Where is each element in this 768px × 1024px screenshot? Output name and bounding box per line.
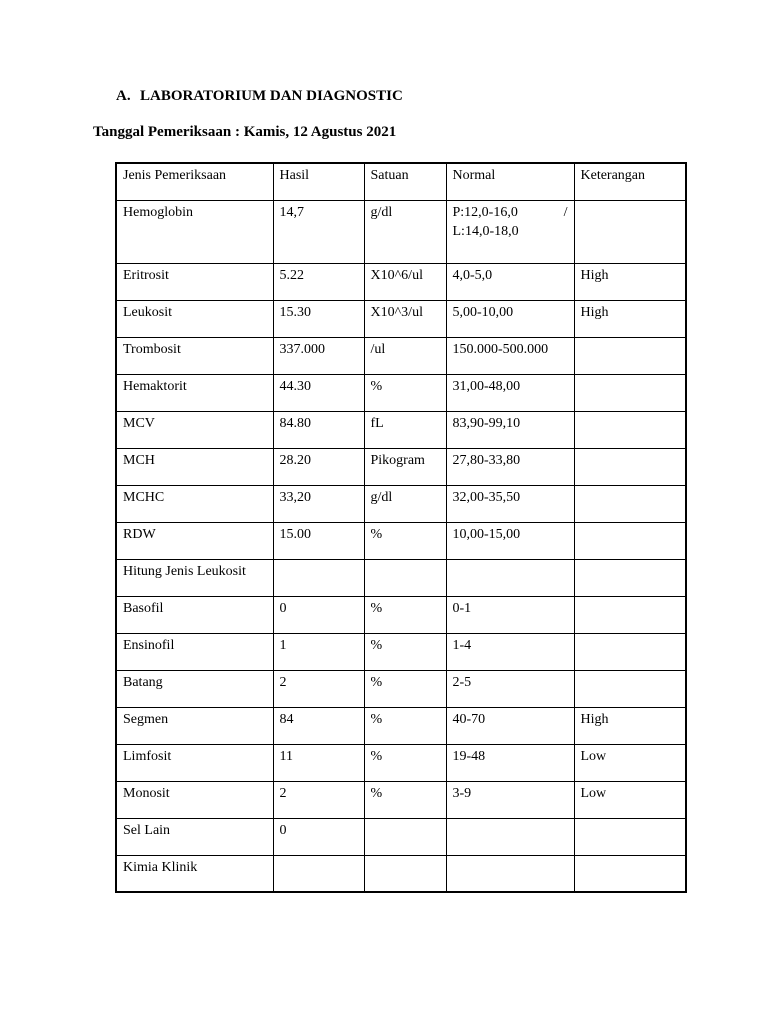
- section-heading: [116, 88, 403, 105]
- normal-separator: /: [563, 204, 568, 220]
- cell-normal: [446, 855, 574, 892]
- cell-unit: X10^6/ul: [364, 263, 446, 300]
- cell-test: Batang: [116, 670, 273, 707]
- table-row: [116, 707, 686, 744]
- cell-result: 337.000: [273, 337, 364, 374]
- cell-test: Hemaktorit: [116, 374, 273, 411]
- cell-normal: 1-4: [446, 633, 574, 670]
- table-row: [116, 300, 686, 337]
- cell-unit: [364, 855, 446, 892]
- table-row: [116, 522, 686, 559]
- cell-result: 14,7: [273, 200, 364, 263]
- cell-result: 11: [273, 744, 364, 781]
- cell-normal: [446, 559, 574, 596]
- cell-test: MCV: [116, 411, 273, 448]
- cell-remark: Low: [574, 744, 686, 781]
- cell-unit: g/dl: [364, 200, 446, 263]
- cell-test: Trombosit: [116, 337, 273, 374]
- header-normal: Normal: [446, 163, 574, 200]
- cell-remark: [574, 337, 686, 374]
- cell-test: MCHC: [116, 485, 273, 522]
- table-row: [116, 781, 686, 818]
- cell-test: Monosit: [116, 781, 273, 818]
- cell-normal: 4,0-5,0: [446, 263, 574, 300]
- cell-test: Eritrosit: [116, 263, 273, 300]
- cell-unit: %: [364, 596, 446, 633]
- cell-test: Hitung Jenis Leukosit: [116, 559, 273, 596]
- cell-remark: High: [574, 707, 686, 744]
- exam-date: Tanggal Pemeriksaan : Kamis, 12 Agustus 2021: [93, 124, 397, 140]
- table-row: [116, 633, 686, 670]
- cell-result: 44.30: [273, 374, 364, 411]
- header-satuan: Satuan: [364, 163, 446, 200]
- cell-normal: [446, 200, 574, 263]
- normal-female: P:12,0-16,0: [452, 204, 518, 220]
- cell-normal: 19-48: [446, 744, 574, 781]
- header-jenis-pemeriksaan: Jenis Pemeriksaan: [116, 163, 273, 200]
- cell-normal: 3-9: [446, 781, 574, 818]
- cell-unit: [364, 559, 446, 596]
- cell-result: [273, 559, 364, 596]
- cell-normal: 2-5: [446, 670, 574, 707]
- cell-remark: [574, 855, 686, 892]
- cell-remark: [574, 485, 686, 522]
- table-row: [116, 596, 686, 633]
- table-row: [116, 411, 686, 448]
- section-number: A.: [116, 88, 131, 104]
- cell-test: Ensinofil: [116, 633, 273, 670]
- cell-remark: [574, 522, 686, 559]
- table-row: [116, 818, 686, 855]
- cell-result: [273, 855, 364, 892]
- cell-result: 2: [273, 781, 364, 818]
- cell-remark: [574, 670, 686, 707]
- cell-remark: [574, 596, 686, 633]
- cell-result: 15.30: [273, 300, 364, 337]
- table-row: [116, 485, 686, 522]
- cell-remark: [574, 374, 686, 411]
- cell-result: 0: [273, 596, 364, 633]
- section-title: LABORATORIUM DAN DIAGNOSTIC: [140, 88, 403, 104]
- header-hasil: Hasil: [273, 163, 364, 200]
- table-row: [116, 670, 686, 707]
- cell-test: Leukosit: [116, 300, 273, 337]
- cell-result: 84: [273, 707, 364, 744]
- cell-remark: High: [574, 263, 686, 300]
- cell-unit: %: [364, 374, 446, 411]
- cell-test: MCH: [116, 448, 273, 485]
- cell-unit: %: [364, 522, 446, 559]
- cell-remark: [574, 633, 686, 670]
- cell-result: 2: [273, 670, 364, 707]
- cell-normal: 27,80-33,80: [446, 448, 574, 485]
- cell-normal: 83,90-99,10: [446, 411, 574, 448]
- cell-remark: [574, 200, 686, 263]
- cell-normal: 31,00-48,00: [446, 374, 574, 411]
- cell-remark: [574, 818, 686, 855]
- table-header-row: [116, 163, 686, 200]
- cell-normal: 32,00-35,50: [446, 485, 574, 522]
- cell-test: Basofil: [116, 596, 273, 633]
- cell-test: Sel Lain: [116, 818, 273, 855]
- normal-male: L:14,0-18,0: [452, 223, 519, 239]
- cell-result: 1: [273, 633, 364, 670]
- table-row: [116, 263, 686, 300]
- cell-unit: [364, 818, 446, 855]
- cell-normal: 5,00-10,00: [446, 300, 574, 337]
- cell-unit: %: [364, 633, 446, 670]
- cell-result: 84.80: [273, 411, 364, 448]
- cell-unit: /ul: [364, 337, 446, 374]
- lab-results-table: [115, 162, 687, 893]
- table-row: [116, 559, 686, 596]
- cell-test: Segmen: [116, 707, 273, 744]
- cell-remark: [574, 411, 686, 448]
- cell-test: Kimia Klinik: [116, 855, 273, 892]
- cell-result: 15.00: [273, 522, 364, 559]
- table-row: [116, 744, 686, 781]
- table-row: [116, 855, 686, 892]
- cell-unit: fL: [364, 411, 446, 448]
- cell-result: 33,20: [273, 485, 364, 522]
- cell-result: 5.22: [273, 263, 364, 300]
- cell-remark: Low: [574, 781, 686, 818]
- cell-result: 0: [273, 818, 364, 855]
- table-row: [116, 374, 686, 411]
- header-keterangan: Keterangan: [574, 163, 686, 200]
- table-row: [116, 448, 686, 485]
- cell-unit: %: [364, 707, 446, 744]
- cell-unit: Pikogram: [364, 448, 446, 485]
- cell-remark: [574, 559, 686, 596]
- cell-test: RDW: [116, 522, 273, 559]
- cell-remark: [574, 448, 686, 485]
- normal-line-1: [453, 203, 568, 222]
- cell-normal: 150.000-500.000: [446, 337, 574, 374]
- cell-unit: g/dl: [364, 485, 446, 522]
- table-row: [116, 200, 686, 263]
- cell-unit: %: [364, 670, 446, 707]
- cell-unit: %: [364, 744, 446, 781]
- table-row: [116, 337, 686, 374]
- cell-unit: %: [364, 781, 446, 818]
- cell-remark: High: [574, 300, 686, 337]
- cell-normal: 10,00-15,00: [446, 522, 574, 559]
- cell-test: Limfosit: [116, 744, 273, 781]
- cell-test: Hemoglobin: [116, 200, 273, 263]
- cell-unit: X10^3/ul: [364, 300, 446, 337]
- cell-normal: [446, 818, 574, 855]
- cell-result: 28.20: [273, 448, 364, 485]
- cell-normal: 40-70: [446, 707, 574, 744]
- cell-normal: 0-1: [446, 596, 574, 633]
